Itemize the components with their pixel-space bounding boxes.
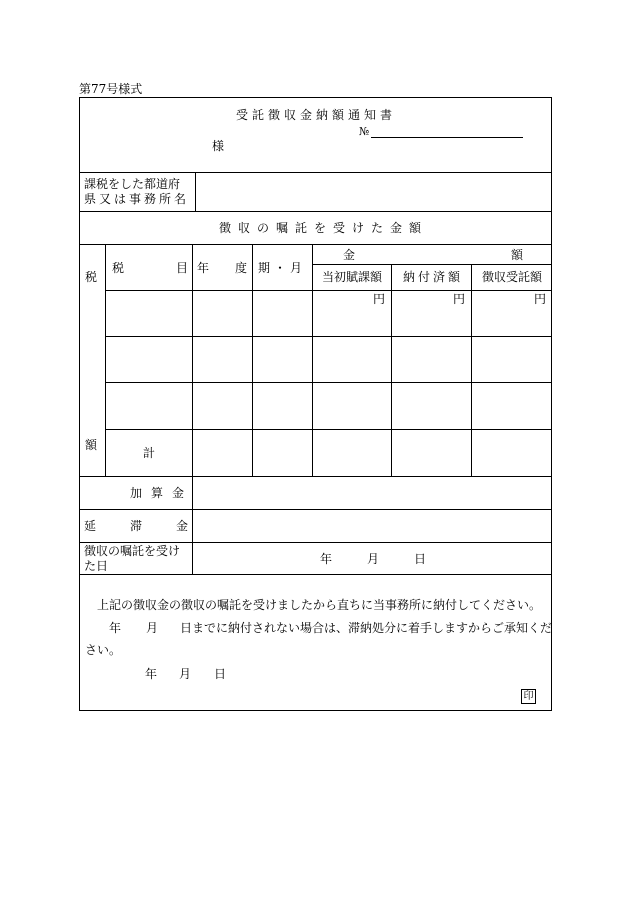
col-year-left: 年 [197, 261, 210, 275]
prefecture-label-line1: 課税をした都道府 [84, 177, 181, 191]
notice-month: 月 [146, 621, 159, 635]
prefecture-label-line2: 県又は事務所名 [84, 192, 190, 206]
commission-date-month: 月 [367, 552, 380, 566]
sign-month: 月 [179, 667, 192, 681]
yen-unit-initial: 円 [373, 292, 386, 306]
notice-line2: 日までに納付されない場合は、滞納処分に着手しますからご承知くだ [180, 621, 553, 635]
total-label: 計 [143, 446, 156, 460]
late-fee-mid: 滞 [130, 519, 143, 533]
tax-label-top: 税 [85, 270, 98, 284]
form-number: 第77号様式 [79, 82, 143, 96]
commission-date-label-line2: た日 [84, 559, 109, 573]
col-period: 期・月 [258, 261, 307, 275]
col-tax-item-right: 目 [176, 261, 189, 275]
late-fee-left: 延 [84, 519, 97, 533]
sign-year: 年 [145, 667, 158, 681]
section-header: 徴収の嘱託を受けた金額 [219, 221, 429, 235]
notice-line3: さい。 [85, 643, 122, 657]
notice-line1: 上記の徴収金の徴収の嘱託を受けましたから直ちに当事務所に納付してください。 [97, 598, 542, 612]
addressee-suffix: 様 [212, 139, 225, 153]
col-tax-item-left: 税 [112, 261, 125, 275]
commission-date-year: 年 [320, 552, 333, 566]
number-underline [371, 137, 523, 138]
col-commissioned-amount: 徴収受託額 [482, 270, 543, 284]
amount-header-left: 金 [343, 248, 356, 262]
col-initial-amount: 当初賦課額 [322, 270, 383, 284]
tax-label-bottom: 額 [85, 438, 98, 452]
yen-unit-paid: 円 [453, 292, 466, 306]
notice-year: 年 [109, 621, 122, 635]
col-paid-amount: 納付済額 [403, 270, 464, 284]
commission-date-day: 日 [414, 552, 427, 566]
sign-day: 日 [214, 667, 227, 681]
surcharge-label: 加算金 [130, 486, 194, 500]
late-fee-right: 金 [176, 519, 189, 533]
yen-unit-commissioned: 円 [534, 292, 547, 306]
col-year-right: 度 [235, 261, 248, 275]
amount-header-right: 額 [511, 248, 524, 262]
number-label: № [359, 125, 370, 138]
seal-box: 印 [521, 689, 536, 704]
form-title: 受託徴収金納額通知書 [236, 108, 397, 122]
commission-date-label-line1: 徴収の嘱託を受け [84, 544, 181, 558]
